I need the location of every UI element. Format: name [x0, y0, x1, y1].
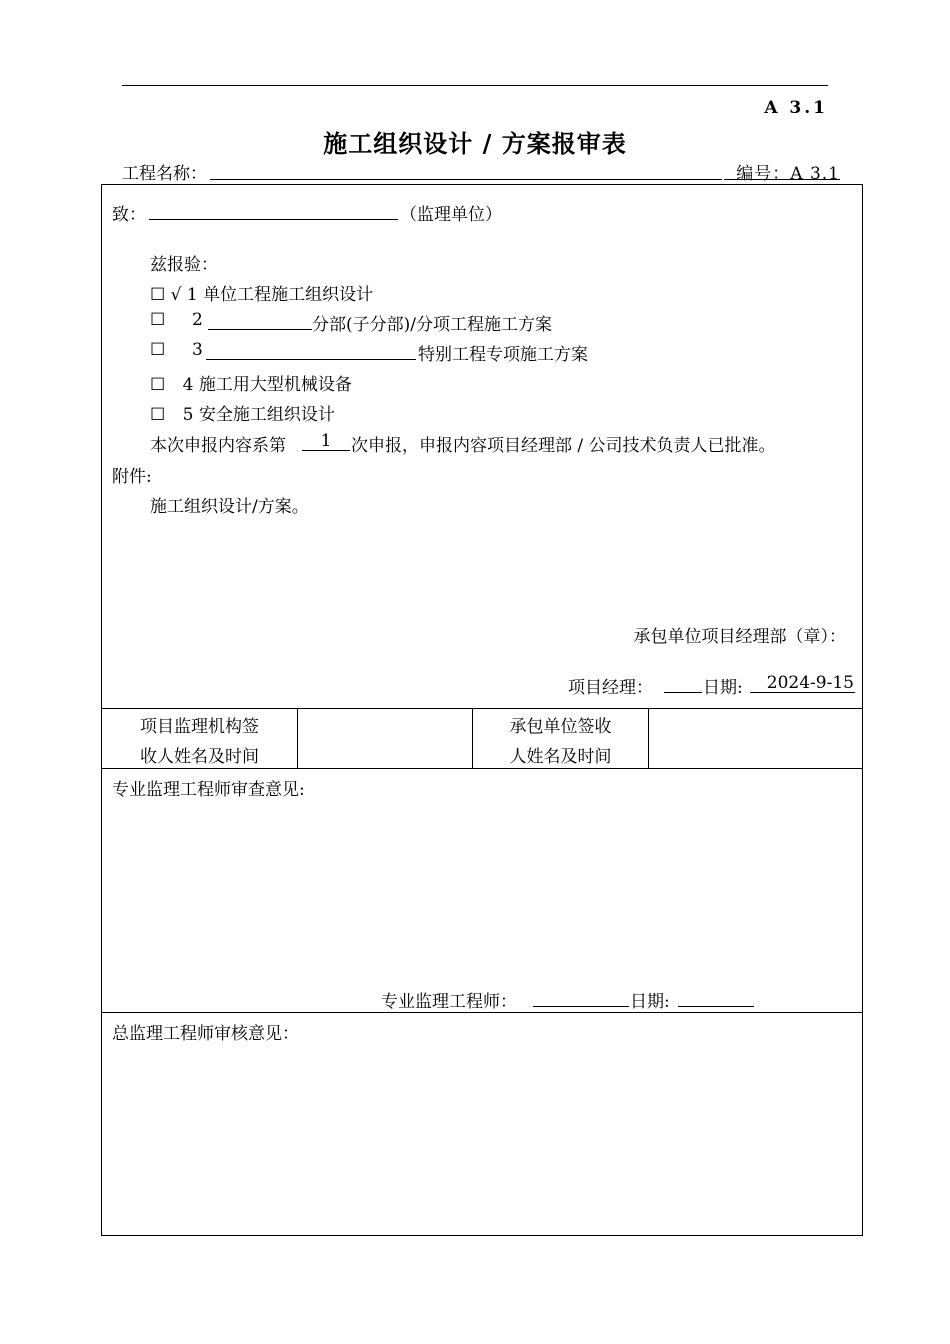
item-3-num: 3 — [192, 340, 203, 360]
chief-review-area[interactable] — [112, 1045, 852, 1225]
engineer-review-label: 专业监理工程师审查意见: — [112, 780, 305, 800]
item-5-text: 5 安全施工组织设计 — [182, 405, 335, 425]
date-label: 日期: — [703, 678, 743, 698]
date-underline — [750, 692, 855, 693]
checkbox-2[interactable]: ☐ — [150, 310, 166, 330]
supervisor-receipt-label-2: 收人姓名及时间 — [140, 747, 259, 767]
item-1-text: 1 单位工程施工组织设计 — [186, 285, 374, 305]
checkbox-3[interactable]: ☐ — [150, 340, 166, 360]
number-field — [736, 159, 840, 184]
supervisor-receipt-label-1: 项目监理机构签 — [140, 717, 259, 737]
submission-prefix: 本次申报内容系第 — [150, 436, 286, 456]
check-mark-icon: √ — [170, 285, 182, 305]
item-4-text: 4 施工用大型机械设备 — [182, 375, 352, 395]
item-3-blank[interactable] — [206, 359, 416, 360]
page-title: 施工组织设计 / 方案报审表 — [323, 129, 627, 158]
supervisor-unit-label: （监理单位） — [400, 205, 502, 225]
divider-chief-section — [101, 1012, 863, 1013]
pm-label: 项目经理： — [568, 678, 653, 698]
submission-suffix: 次申报，申报内容项目经理部 / 公司技术负责人已批准。 — [351, 436, 776, 456]
checkbox-1[interactable]: ☐ — [150, 285, 166, 305]
submit-intro: 兹报验： — [150, 255, 218, 275]
engineer-sign-field[interactable] — [533, 1006, 629, 1007]
form-code: A 3.1 — [764, 98, 828, 118]
contractor-receipt-label-2: 人姓名及时间 — [509, 747, 612, 767]
attachment-label: 附件: — [112, 467, 152, 487]
list-item — [150, 370, 352, 395]
item-3-text: 特别工程专项施工方案 — [418, 345, 588, 365]
attachment-text: 施工组织设计/方案。 — [150, 497, 309, 517]
engineer-review-area[interactable] — [112, 800, 852, 980]
top-rule — [122, 85, 828, 86]
number-underline — [724, 179, 840, 180]
project-name-field[interactable] — [210, 179, 722, 180]
checkbox-5[interactable]: ☐ — [150, 405, 166, 425]
supervisor-receipt-field[interactable] — [298, 709, 472, 767]
submission-count[interactable]: 1 — [320, 431, 332, 451]
to-label: 致： — [112, 205, 146, 225]
number-value: A 3.1 — [790, 164, 840, 184]
contractor-stamp: 承包单位项目经理部（章）： — [633, 627, 846, 647]
number-label: 编号： — [736, 164, 791, 184]
pm-name-field[interactable] — [664, 692, 702, 693]
list-item — [150, 400, 335, 425]
contractor-receipt-label-1: 承包单位签收 — [509, 717, 612, 737]
project-name-label: 工程名称： — [122, 164, 207, 184]
date-value[interactable]: 2024-9-15 — [766, 673, 854, 693]
item-2-blank[interactable] — [208, 329, 312, 330]
supervisor-unit-field[interactable] — [149, 219, 398, 220]
divider-sign-row-bottom — [101, 768, 863, 769]
list-item — [150, 280, 373, 305]
chief-review-label: 总监理工程师审核意见： — [112, 1024, 299, 1044]
engineer-date-field[interactable] — [678, 1006, 754, 1007]
submission-count-underline — [302, 450, 350, 451]
engineer-date-label: 日期: — [630, 992, 670, 1012]
checkbox-4[interactable]: ☐ — [150, 375, 166, 395]
contractor-receipt-field[interactable] — [649, 709, 862, 767]
engineer-sign-label: 专业监理工程师： — [381, 992, 517, 1012]
item-2-num: 2 — [192, 310, 203, 330]
item-2-text: 分部(子分部)/分项工程施工方案 — [312, 315, 552, 335]
